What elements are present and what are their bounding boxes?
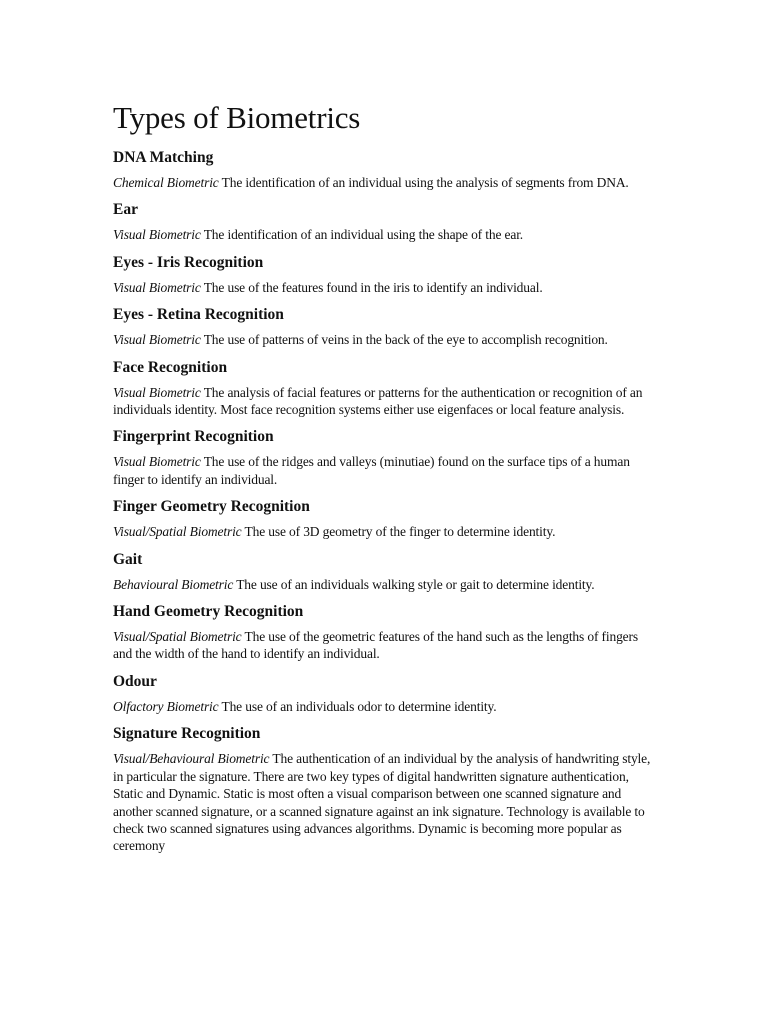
entry-retina-recognition: [113, 305, 658, 348]
entry-odour: [113, 672, 658, 715]
entry-dna-matching: [113, 148, 658, 191]
entry-heading: Signature Recognition: [113, 725, 261, 743]
biometric-type: Visual Biometric: [113, 227, 201, 243]
biometric-type: Visual/Behavioural Biometric: [113, 751, 270, 767]
entry-description: [113, 750, 658, 854]
document-page: [113, 98, 658, 864]
entry-gait: [113, 550, 658, 593]
entry-description: [113, 453, 658, 488]
entry-iris-recognition: [113, 253, 658, 296]
entry-description: [113, 279, 658, 296]
biometric-type: Visual Biometric: [113, 454, 201, 470]
biometric-type: Olfactory Biometric: [113, 698, 219, 714]
entry-text: The use of an individuals odor to determine identity.: [221, 698, 497, 714]
biometric-type: Visual/Spatial Biometric: [113, 524, 242, 540]
biometric-type: Visual Biometric: [113, 384, 201, 400]
entry-description: [113, 331, 658, 348]
entry-text: The identification of an individual using the shape of the ear.: [203, 227, 524, 243]
entry-face-recognition: [113, 358, 658, 419]
entry-text: The use of the features found in the iris to identify an individual.: [203, 279, 543, 295]
biometric-type: Visual Biometric: [113, 279, 201, 295]
entry-text: The use of an individuals walking style or gait to determine identity.: [236, 576, 595, 592]
entry-heading: Gait: [113, 550, 143, 568]
entry-description: [113, 226, 658, 243]
entry-heading: Eyes - Iris Recognition: [113, 253, 264, 271]
entry-description: [113, 698, 658, 715]
entry-heading: Ear: [113, 201, 138, 219]
entry-description: [113, 384, 658, 419]
biometric-type: Visual Biometric: [113, 332, 201, 348]
entry-heading: Face Recognition: [113, 358, 228, 376]
entry-text: The use of the geometric features of the hand such as the lengths of fingers and the width of the hand to identify an individual.: [113, 629, 638, 662]
entry-heading: Fingerprint Recognition: [113, 428, 274, 446]
entry-signature-recognition: [113, 724, 658, 854]
entry-text: The analysis of facial features or patterns for the authentication or recognition of an individuals identity. Most face recognition systems either use eigenfaces or local feature analysis.: [113, 384, 643, 418]
entry-description: [113, 628, 658, 663]
entry-finger-geometry-recognition: [113, 497, 658, 540]
entry-text: The use of 3D geometry of the finger to determine identity.: [244, 524, 556, 540]
entry-heading: Finger Geometry Recognition: [113, 498, 310, 516]
entry-description: [113, 576, 658, 593]
entry-heading: Hand Geometry Recognition: [113, 603, 304, 621]
entry-text: The authentication of an individual by the analysis of handwriting style, in particular the signature. There are two key types of digital handwritten signature authentication, Static and Dynamic. Static is most often a visual comparison between one scanned signature and another scanned signature, or a scanned signature against an ink signature. Technology is available to check two scanned signatures using advances algorithms. Dynamic is becoming more popular as ceremony: [113, 751, 651, 854]
entry-heading: Odour: [113, 672, 157, 690]
entry-heading: DNA Matching: [113, 149, 214, 166]
entry-description: [113, 174, 658, 191]
entry-description: [113, 523, 658, 540]
biometric-type: Visual/Spatial Biometric: [113, 629, 242, 645]
entry-text: The identification of an individual using the analysis of segments from DNA.: [221, 175, 629, 190]
entry-heading: Eyes - Retina Recognition: [113, 306, 284, 324]
biometric-type: Chemical Biometric: [113, 175, 219, 190]
entry-text: The use of the ridges and valleys (minutiae) found on the surface tips of a human finger to identify an individual.: [113, 454, 630, 487]
entry-text: The use of patterns of veins in the back of the eye to accomplish recognition.: [203, 332, 608, 348]
entry-hand-geometry-recognition: [113, 602, 658, 663]
entry-ear: [113, 200, 658, 243]
biometric-type: Behavioural Biometric: [113, 576, 234, 592]
page-title: Types of Biometrics: [113, 100, 361, 135]
entry-fingerprint-recognition: [113, 427, 658, 488]
